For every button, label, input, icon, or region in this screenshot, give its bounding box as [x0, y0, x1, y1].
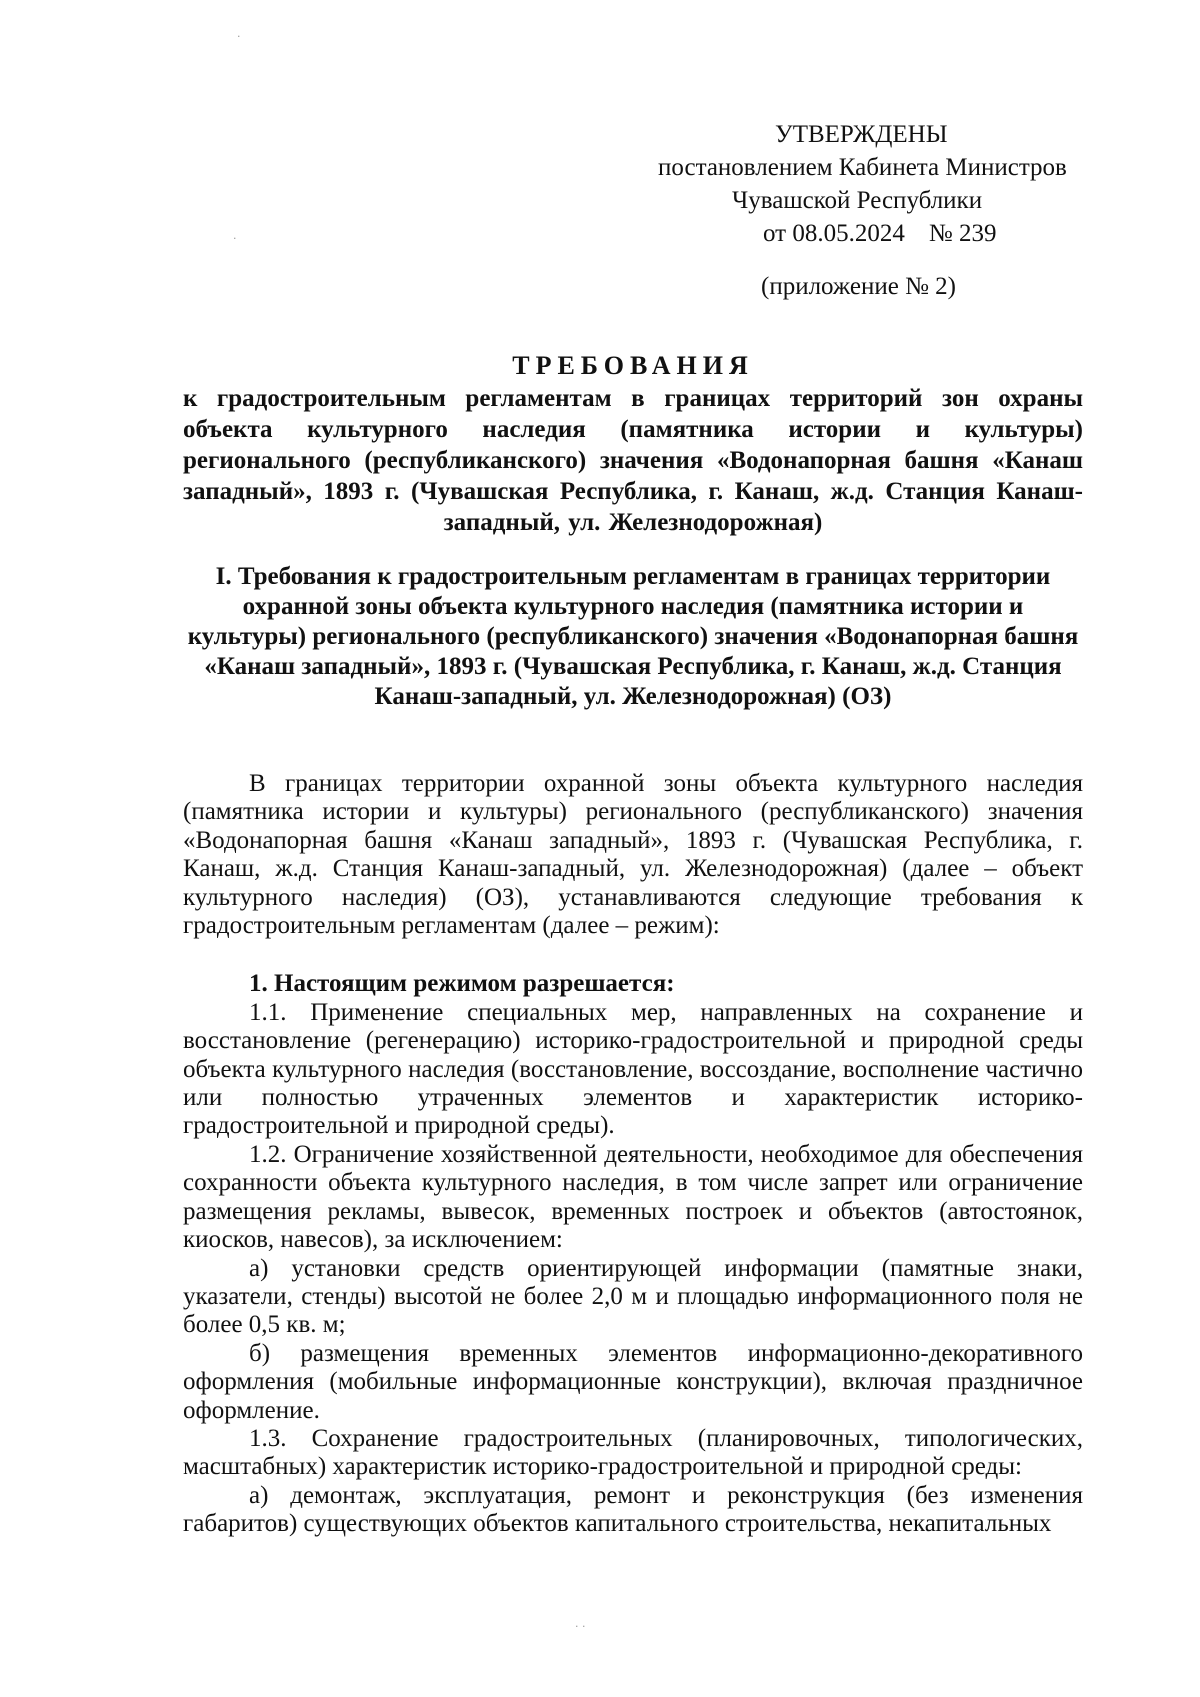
paragraph-1-2-b: б) размещения временных элементов информационно-декоративного оформления (мобильные информационные конструкции), включая праздничное оформление. [183, 1339, 1083, 1424]
section-1-heading: I. Требования к градостроительным регламентам в границах территории охранной зоны объекта культурного наследия (памятника истории и культуры) регионального (республиканского) значения «Водонапорная башня «Канаш западный», 1893 г. (Чувашская Республика, г. Канаш, ж.д. Станция Канаш-западный, ул. Железнодорожная) (ОЗ) [187, 563, 1079, 710]
paragraph-1-1: 1.1. Применение специальных мер, направленных на сохранение и восстановление (регенерацию) историко-градостроительной и природной среды объекта культурного наследия (восстановление, воссоздание, восполнение частично или полностью утраченных элементов и характеристик историко-градостроительной и природной среды). [183, 998, 1083, 1140]
paragraph-1-2-a: а) установки средств ориентирующей информации (памятные знаки, указатели, стенды) высотой не более 2,0 м и площадью информационного поля не более 0,5 кв. м; [183, 1254, 1083, 1339]
appendix-label: (приложение № 2) [761, 273, 957, 300]
section-1-body [183, 770, 1083, 1539]
document-title [183, 350, 1083, 538]
approval-date: от 08.05.2024 [763, 220, 905, 247]
title-main: ТРЕБОВАНИЯ [512, 351, 754, 380]
paragraph-1-3-a: а) демонтаж, эксплуатация, ремонт и реконструкция (без изменения габаритов) существующих объектов капитального строительства, некапитальных [183, 1481, 1083, 1538]
approval-region: Чувашской Республики [732, 187, 983, 214]
approval-authority: постановлением Кабинета Министров [658, 154, 1067, 181]
point-1-heading: 1. Настоящим режимом разрешается: [249, 970, 675, 998]
intro-paragraph: В границах территории охранной зоны объекта культурного наследия (памятника истории и культуры) регионального (республиканского) значения «Водонапорная башня «Канаш западный», 1893 г. (Чувашская Республика, г. Канаш, ж.д. Станция Канаш-западный, ул. Железнодорожная) (далее – объект культурного наследия) (ОЗ), устанавливаются следующие требования к градостроительным регламентам (далее – режим): [183, 770, 1083, 940]
paragraph-1-2: 1.2. Ограничение хозяйственной деятельности, необходимое для обеспечения сохранности объекта культурного наследия, в том числе запрет или ограничение размещения рекламы, вывесок, временных построек и объектов (автостоянок, киосков, навесов), за исключением: [183, 1140, 1083, 1254]
scan-speck: · [237, 30, 241, 43]
approval-number: № 239 [928, 220, 997, 247]
approval-stamp [620, 118, 1100, 303]
approval-title: УТВЕРЖДЕНЫ [775, 121, 948, 148]
approval-date-line [763, 217, 1100, 250]
scan-speck: · · [575, 1620, 586, 1633]
title-subtitle: к градостроительным регламентам в границах территорий зон охраны объекта культурного наследия (памятника истории и культуры) регионального (республиканского) значения «Водонапорная башня «Канаш западный», 1893 г. (Чувашская Республика, г. Канаш, ж.д. Станция Канаш-западный, ул. Железнодорожная) [183, 385, 1083, 536]
paragraph-1-3: 1.3. Сохранение градостроительных (планировочных, типологических, масштабных) характеристик историко-градостроительной и природной среды: [183, 1424, 1083, 1481]
scan-speck: · [233, 232, 237, 245]
